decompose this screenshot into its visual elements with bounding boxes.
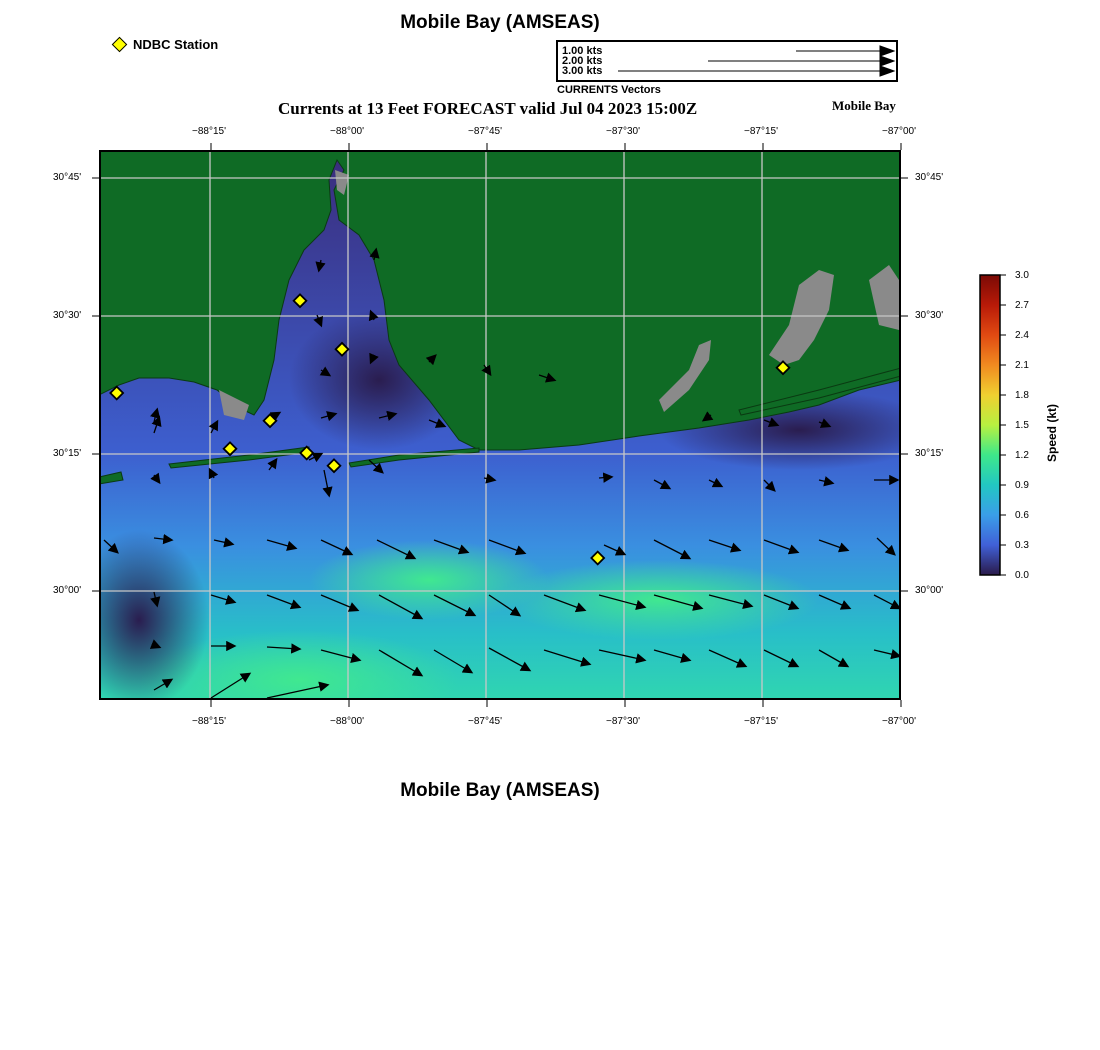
lat-label-left: 30°15' [53, 448, 82, 459]
lat-label-left: 30°45' [53, 172, 82, 183]
colorbar-tick: 0.3 [1015, 540, 1029, 551]
ndbc-station-legend [112, 37, 218, 52]
lat-label-left: 30°00' [53, 585, 82, 596]
bottom-title: Mobile Bay (AMSEAS) [400, 780, 600, 801]
lon-label-bottom: −88°15' [192, 716, 226, 727]
ndbc-station-label: NDBC Station [133, 37, 219, 52]
lon-label-top: −87°30' [606, 126, 640, 137]
map-title: Mobile Bay (AMSEAS) [400, 12, 600, 33]
lon-label-top: −87°00' [882, 126, 916, 137]
vector-scale-legend [556, 40, 898, 82]
lat-label-right: 30°15' [915, 448, 944, 459]
lon-label-bottom: −88°00' [330, 716, 364, 727]
colorbar-tick: 3.0 [1015, 270, 1029, 281]
colorbar-tick: 1.8 [1015, 390, 1029, 401]
lat-label-right: 30°45' [915, 172, 944, 183]
colorbar-tick: 0.9 [1015, 480, 1029, 491]
lon-label-bottom: −87°45' [468, 716, 502, 727]
lat-label-right: 30°30' [915, 310, 944, 321]
vector-row-2: 2.00 kts [562, 55, 603, 67]
lon-label-top: −88°15' [192, 126, 226, 137]
vector-row-3: 3.00 kts [562, 65, 603, 77]
lon-label-bottom: −87°15' [744, 716, 778, 727]
colorbar-tick: 2.4 [1015, 330, 1029, 341]
vector-row-1: 1.00 kts [562, 45, 603, 57]
region-label: Mobile Bay [832, 98, 896, 113]
lon-label-bottom: −87°30' [606, 716, 640, 727]
lat-label-left: 30°30' [53, 310, 82, 321]
speed-colorbar [978, 274, 1008, 578]
forecast-subtitle: Currents at 13 Feet FORECAST valid Jul 04 2023 15:00Z [278, 99, 698, 118]
colorbar-tick: 1.5 [1015, 420, 1029, 431]
colorbar-label: Speed (kt) [1045, 403, 1059, 462]
lon-label-top: −87°15' [744, 126, 778, 137]
currents-map[interactable] [99, 150, 901, 700]
colorbar-tick: 0.6 [1015, 510, 1029, 521]
lon-label-bottom: −87°00' [882, 716, 916, 727]
lon-label-top: −87°45' [468, 126, 502, 137]
colorbar-tick: 2.7 [1015, 300, 1029, 311]
colorbar-tick: 1.2 [1015, 450, 1029, 461]
lat-label-right: 30°00' [915, 585, 944, 596]
vector-caption: CURRENTS Vectors [557, 84, 661, 96]
vector-arrows-icon [558, 42, 896, 80]
station-diamond-icon [112, 37, 128, 53]
colorbar-tick: 2.1 [1015, 360, 1029, 371]
colorbar-tick: 0.0 [1015, 570, 1029, 581]
lon-label-top: −88°00' [330, 126, 364, 137]
